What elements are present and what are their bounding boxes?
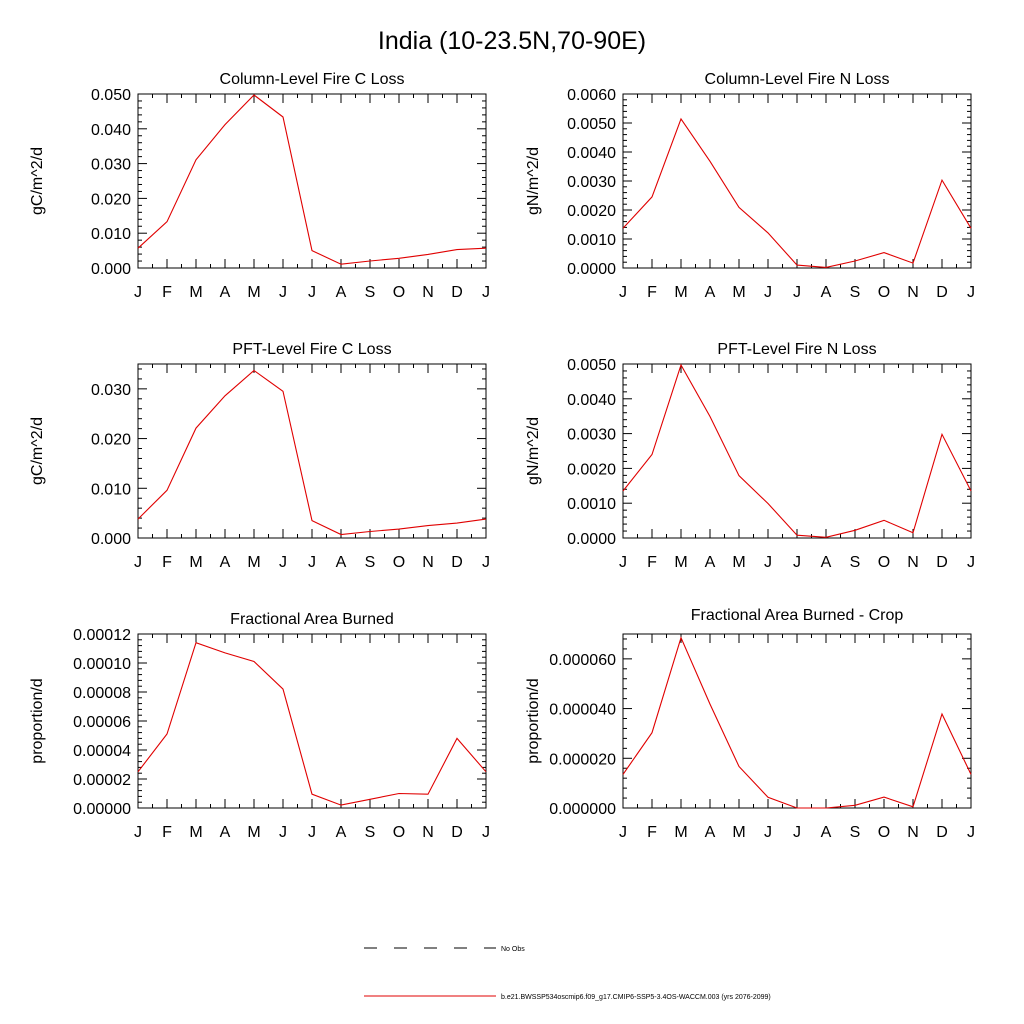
y-tick-label: 0.00000: [73, 801, 131, 818]
x-tick-label: J: [279, 554, 287, 571]
y-tick-label: 0.0020: [567, 461, 616, 479]
y-tick-label: 0.020: [90, 431, 131, 449]
x-tick-label: N: [422, 824, 434, 841]
x-tick-label: O: [877, 284, 891, 301]
plot-frame: [138, 364, 486, 538]
x-tick-label: J: [619, 554, 627, 571]
x-tick-label: A: [820, 284, 832, 301]
x-tick-label: S: [849, 284, 861, 301]
y-tick-label: 0.00006: [73, 714, 131, 731]
x-tick-label: J: [134, 824, 142, 841]
x-tick-label: F: [647, 554, 657, 571]
x-tick-label: J: [967, 284, 975, 301]
y-tick-label: 0.00002: [73, 772, 131, 789]
x-tick-label: O: [877, 824, 891, 841]
x-tick-label: J: [619, 824, 627, 841]
x-tick-label: J: [279, 284, 287, 301]
x-tick-label: A: [219, 284, 231, 301]
x-tick-label: A: [335, 554, 347, 571]
legend-label: b.e21.BWSSP534oscmip6.f09_g17.CMIP6-SSP5-3.4OS-WACCM.003 (yrs 2076-2099): [501, 994, 771, 1001]
x-tick-label: F: [647, 284, 657, 301]
x-tick-label: A: [704, 284, 716, 301]
chart-panel-1: [29, 71, 490, 301]
y-axis-label: gC/m^2/d: [29, 417, 46, 485]
y-tick-label: 0.0060: [567, 87, 616, 104]
x-tick-label: A: [219, 824, 231, 841]
plot-frame: [138, 94, 486, 268]
x-tick-label: J: [764, 554, 772, 571]
x-tick-label: M: [732, 284, 746, 301]
chart-panel-5: [29, 611, 490, 841]
x-tick-label: M: [247, 824, 261, 841]
y-tick-label: 0.0040: [567, 391, 616, 409]
x-tick-label: S: [849, 554, 861, 571]
y-tick-label: 0.00004: [73, 743, 131, 760]
x-tick-label: F: [647, 824, 657, 841]
chart-title: Column-Level Fire N Loss: [704, 71, 890, 88]
x-tick-label: J: [308, 824, 316, 841]
panels-container: [29, 71, 975, 841]
x-tick-label: J: [134, 284, 142, 301]
plot-frame: [623, 634, 971, 808]
y-tick-label: 0.0040: [567, 145, 616, 162]
y-tick-label: 0.000060: [549, 651, 616, 669]
x-tick-label: M: [247, 554, 261, 571]
x-tick-label: M: [732, 554, 746, 571]
x-tick-label: J: [619, 284, 627, 301]
x-tick-label: A: [820, 824, 832, 841]
x-tick-label: M: [247, 284, 261, 301]
chart-title: Fractional Area Burned: [230, 611, 394, 628]
series-line-1: [623, 119, 971, 268]
x-tick-label: A: [219, 554, 231, 571]
chart-title: Fractional Area Burned - Crop: [690, 607, 904, 624]
y-tick-label: 0.010: [90, 226, 131, 244]
x-tick-label: M: [189, 284, 203, 301]
chart-title: Column-Level Fire C Loss: [219, 71, 405, 88]
y-tick-label: 0.000: [90, 261, 131, 278]
x-tick-label: M: [674, 284, 688, 301]
series-line-1: [623, 365, 971, 537]
x-tick-label: S: [364, 554, 376, 571]
chart-title: PFT-Level Fire N Loss: [717, 341, 877, 358]
series-line-1: [623, 638, 971, 808]
chart-title: PFT-Level Fire C Loss: [232, 341, 392, 358]
y-tick-label: 0.0000: [567, 531, 616, 548]
x-tick-label: J: [793, 554, 801, 571]
x-tick-label: F: [162, 824, 172, 841]
x-tick-label: J: [793, 824, 801, 841]
x-tick-label: D: [936, 284, 948, 301]
y-tick-label: 0.000020: [549, 751, 616, 769]
chart-panel-6: [525, 607, 975, 841]
y-axis-label: proportion/d: [525, 678, 542, 764]
y-tick-label: 0.030: [90, 156, 131, 174]
x-tick-label: J: [793, 284, 801, 301]
x-tick-label: O: [392, 284, 406, 301]
chart-panel-4: [525, 341, 975, 571]
y-tick-label: 0.010: [90, 481, 131, 499]
x-tick-label: O: [392, 554, 406, 571]
y-axis-label: proportion/d: [29, 678, 46, 764]
x-tick-label: A: [704, 824, 716, 841]
y-tick-label: 0.0050: [567, 357, 616, 374]
x-tick-label: N: [422, 554, 434, 571]
x-tick-label: M: [674, 554, 688, 571]
y-tick-label: 0.0000: [567, 261, 616, 278]
x-tick-label: M: [189, 554, 203, 571]
x-tick-label: A: [820, 554, 832, 571]
plot-frame: [623, 94, 971, 268]
x-tick-label: D: [936, 824, 948, 841]
x-tick-label: J: [482, 554, 490, 571]
x-tick-label: O: [392, 824, 406, 841]
series-line-1: [138, 643, 486, 805]
x-tick-label: A: [335, 824, 347, 841]
x-tick-label: A: [704, 554, 716, 571]
x-tick-label: J: [134, 554, 142, 571]
x-tick-label: N: [907, 284, 919, 301]
y-tick-label: 0.020: [90, 191, 131, 209]
x-tick-label: D: [451, 554, 463, 571]
x-tick-label: A: [335, 284, 347, 301]
x-tick-label: J: [764, 824, 772, 841]
series-line-1: [138, 371, 486, 535]
x-tick-label: J: [482, 284, 490, 301]
x-tick-label: J: [482, 824, 490, 841]
x-tick-label: M: [674, 824, 688, 841]
y-tick-label: 0.0010: [567, 232, 616, 249]
x-tick-label: N: [422, 284, 434, 301]
chart-panel-2: [525, 71, 975, 301]
x-tick-label: J: [967, 554, 975, 571]
x-tick-label: F: [162, 554, 172, 571]
x-tick-label: N: [907, 554, 919, 571]
y-tick-label: 0.0050: [567, 116, 616, 133]
x-tick-label: D: [451, 824, 463, 841]
x-tick-label: J: [308, 284, 316, 301]
y-axis-label: gC/m^2/d: [29, 147, 46, 215]
x-tick-label: N: [907, 824, 919, 841]
x-tick-label: J: [279, 824, 287, 841]
x-tick-label: S: [364, 824, 376, 841]
y-axis-label: gN/m^2/d: [525, 147, 542, 215]
x-tick-label: O: [877, 554, 891, 571]
y-tick-label: 0.000000: [549, 801, 616, 818]
y-axis-label: gN/m^2/d: [525, 417, 542, 485]
x-tick-label: J: [764, 284, 772, 301]
x-tick-label: D: [936, 554, 948, 571]
y-tick-label: 0.000040: [549, 701, 616, 719]
x-tick-label: J: [967, 824, 975, 841]
y-tick-label: 0.0030: [567, 174, 616, 191]
series-line-1: [138, 95, 486, 264]
y-tick-label: 0.030: [90, 381, 131, 399]
legend-label: No Obs: [501, 946, 525, 953]
x-tick-label: M: [732, 824, 746, 841]
x-tick-label: F: [162, 284, 172, 301]
y-tick-label: 0.000: [90, 531, 131, 548]
y-tick-label: 0.0010: [567, 496, 616, 514]
x-tick-label: D: [451, 284, 463, 301]
x-tick-label: S: [849, 824, 861, 841]
y-tick-label: 0.0020: [567, 203, 616, 220]
legend: [364, 946, 771, 1001]
y-tick-label: 0.00010: [73, 656, 131, 673]
y-tick-label: 0.040: [90, 121, 131, 139]
y-tick-label: 0.00012: [73, 627, 131, 644]
chart-panel-3: [29, 341, 490, 571]
x-tick-label: S: [364, 284, 376, 301]
figure-title: India (10-23.5N,70-90E): [377, 27, 647, 55]
y-tick-label: 0.050: [90, 87, 131, 104]
x-tick-label: M: [189, 824, 203, 841]
y-tick-label: 0.0030: [567, 426, 616, 444]
x-tick-label: J: [308, 554, 316, 571]
y-tick-label: 0.00008: [73, 685, 131, 702]
